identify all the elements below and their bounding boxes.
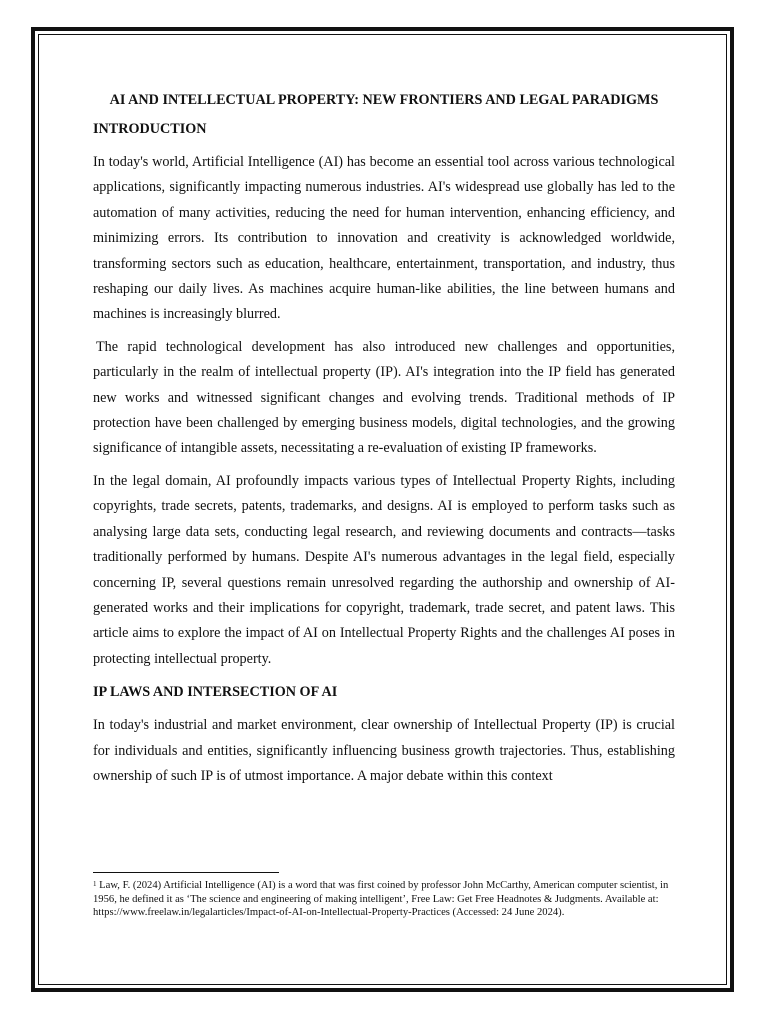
ip-laws-paragraph-1: In today's industrial and market environment, clear ownership of Intellectual Property (IP) is crucial for individuals and entities, significantly influencing business growth trajectories. Thus, establishing ownership of such IP is of utmost importance. A major debate within this context <box>93 717 675 784</box>
document-page <box>93 86 675 796</box>
intro-paragraph-1: In today's world, Artificial Intelligence (AI) has become an essential tool across various technological applications, significantly impacting numerous industries. AI's widespread use globally has led to the automation of many activities, reducing the need for human intervention, enhancing efficiency, and minimizing errors. Its contribution to innovation and creativity is acknowledged worldwide, transforming sectors such as education, healthcare, entertainment, transportation, and industry, thus reshaping our daily lives. As machines acquire human-like abilities, the line between humans and machines is increasingly blurred. <box>93 154 675 323</box>
footnote-marker: 1 <box>93 880 97 888</box>
footnote <box>93 879 675 920</box>
section-heading-ip-laws: IP LAWS AND INTERSECTION OF AI <box>93 684 338 701</box>
footnote-separator <box>93 872 279 873</box>
footnote-text: Law, F. (2024) Artificial Intelligence (AI) is a word that was first coined by professor John McCarthy, American computer scientist, in 1956, he defined it as ‘The science and engineering of making intelligent’, Free Law: Get Free Headnotes & Judgments. Available at: https://www.freelaw.in/legalarticles/Impact-of-AI-on-Intellectual-Property-Practices (Accessed: 24 June 2024). <box>93 880 669 918</box>
document-title: AI AND INTELLECTUAL PROPERTY: NEW FRONTIERS AND LEGAL PARADIGMS <box>109 92 659 108</box>
section-heading-introduction: INTRODUCTION <box>93 121 207 137</box>
intro-paragraph-2: The rapid technological development has also introduced new challenges and opportunities, particularly in the realm of intellectual property (IP). AI's integration into the IP field has generated new works and witnessed significant changes and evolving trends. Traditional methods of IP protection have been challenged by emerging business models, digital technologies, and the growing significance of intangible assets, necessitating a re-evaluation of existing IP frameworks. <box>93 338 675 457</box>
intro-paragraph-3: In the legal domain, AI profoundly impacts various types of Intellectual Property Rights, including copyrights, trade secrets, patents, trademarks, and designs. AI is employed to perform tasks such as analysing large data sets, conducting legal research, and reviewing documents and contracts—tasks traditionally performed by humans. Despite AI's numerous advantages in the legal field, especially concerning IP, several questions remain unresolved regarding the authorship and ownership of AI-generated works and their implications for copyright, trademark, trade secret, and patent laws. This article aims to explore the impact of AI on Intellectual Property Rights and the challenges AI poses in protecting intellectual property. <box>93 472 675 667</box>
